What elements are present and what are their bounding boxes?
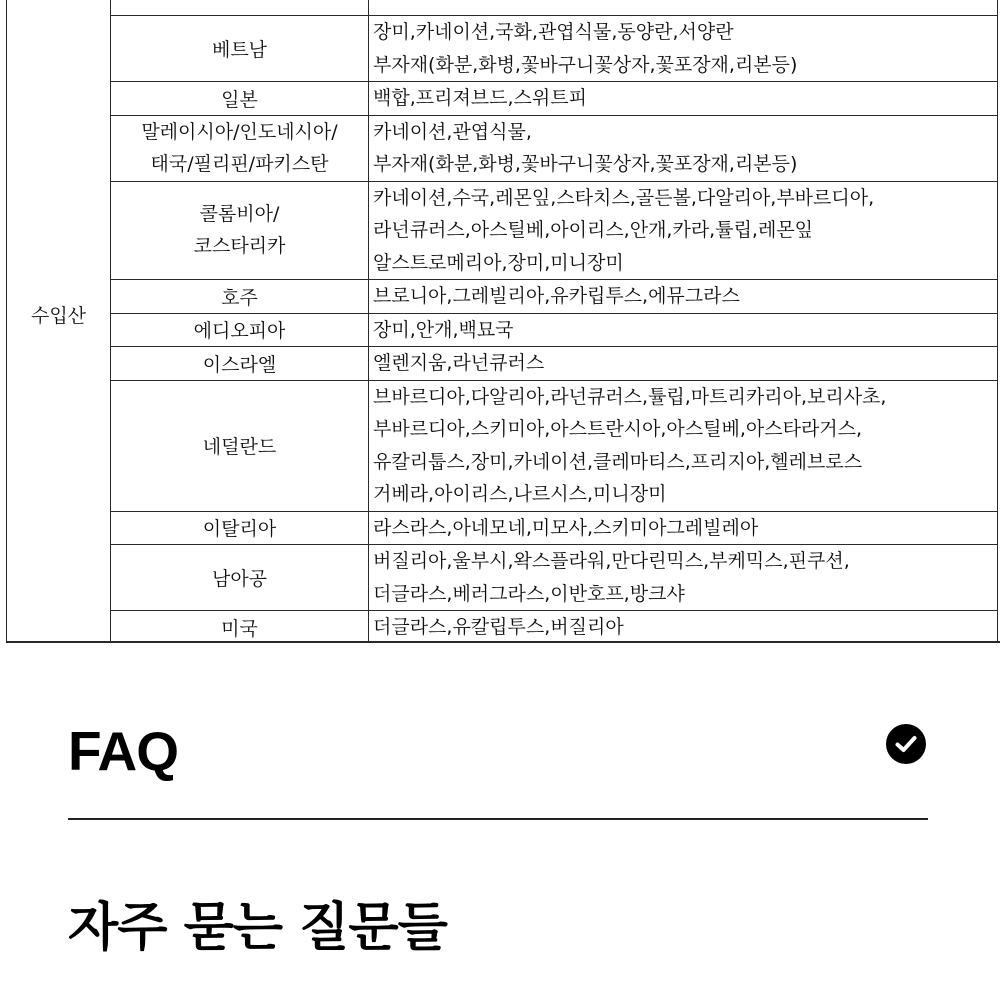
country-label: 이스라엘 xyxy=(202,353,277,376)
country-label: 남아공 xyxy=(211,568,268,590)
country-label-line: 코스타리카 xyxy=(193,235,286,258)
table-row xyxy=(7,82,998,116)
items-line: 부자재(화분,화병,꽃바구니꽃상자,꽃포장재,리본등) xyxy=(373,53,798,76)
items-line: 라넌큐러스,아스틸베,아이리스,안개,카라,튤립,레몬잎 xyxy=(373,219,814,241)
country-cell xyxy=(111,347,369,381)
items-cell xyxy=(369,82,998,116)
country-cell xyxy=(111,16,369,82)
table-row xyxy=(7,511,998,545)
items-line: 카네이션,관엽식물, xyxy=(373,120,532,143)
items-cell xyxy=(369,611,998,644)
country-cell xyxy=(111,511,369,545)
divider xyxy=(68,818,928,820)
items-line xyxy=(373,0,997,1)
items-cell xyxy=(369,511,998,545)
items-cell xyxy=(369,545,998,611)
country-cell xyxy=(111,115,369,181)
country-cell xyxy=(111,82,369,116)
items-cell xyxy=(369,380,998,511)
table-row xyxy=(7,313,998,347)
items-line: 라스라스,아네모네,미모사,스키미아그레빌레아 xyxy=(373,516,759,539)
items-cell xyxy=(369,347,998,381)
items-cell xyxy=(369,181,998,280)
country-cell xyxy=(111,313,369,347)
table-row xyxy=(7,545,998,611)
table-row xyxy=(7,380,998,511)
items-line: 엘렌지움,라넌큐러스 xyxy=(373,352,545,374)
items-line: 브로니아,그레빌리아,유카립투스,에뮤그라스 xyxy=(373,285,740,307)
check-circle-icon[interactable] xyxy=(886,724,926,764)
country-cell xyxy=(111,0,369,16)
table-bottom-border xyxy=(6,641,1000,643)
items-line: 거베라,아이리스,나르시스,미니장미 xyxy=(373,483,667,505)
country-label: 에디오피아 xyxy=(193,320,286,343)
country-label: 베트남 xyxy=(211,39,268,61)
category-cell xyxy=(7,0,111,643)
country-label-line: 태국/필리핀/파키스탄 xyxy=(150,153,329,175)
country-cell xyxy=(111,380,369,511)
items-line: 버질리아,울부시,왁스플라워,만다린믹스,부케믹스,핀쿠션, xyxy=(373,550,850,572)
country-label-line: 콜롬비아/ xyxy=(199,202,280,225)
country-label: 일본 xyxy=(221,88,258,111)
items-cell xyxy=(369,0,998,16)
items-line: 부바르디아,스키미아,아스트란시아,아스틸베,아스타라거스, xyxy=(373,418,863,440)
check-mark-icon xyxy=(895,735,917,753)
items-line: 더글라스,유칼립투스,버질리아 xyxy=(373,616,624,638)
items-line: 장미,카네이션,국화,관엽식물,동양란,서양란 xyxy=(373,21,734,43)
items-line: 알스트로메리아,장미,미니장미 xyxy=(373,251,624,274)
items-line: 장미,안개,백묘국 xyxy=(373,318,514,341)
items-cell xyxy=(369,280,998,314)
country-label: 미국 xyxy=(221,617,258,640)
items-line: 유칼리툽스,장미,카네이션,클레마티스,프리지아,헬레브로스 xyxy=(373,450,863,473)
country-cell xyxy=(111,280,369,314)
country-label: 네덜란드 xyxy=(202,436,277,458)
import-origin-table xyxy=(6,0,998,643)
faq-subtitle: 자주 묻는 질문들 xyxy=(68,898,447,958)
faq-heading: FAQ xyxy=(68,720,179,782)
country-label: 이탈리아 xyxy=(202,518,277,541)
country-cell xyxy=(111,611,369,644)
country-cell xyxy=(111,181,369,280)
country-cell xyxy=(111,545,369,611)
items-line: 더글라스,베러그라스,이반호프,방크샤 xyxy=(373,582,685,605)
category-label: 수입산 xyxy=(30,304,87,327)
country-label: 호주 xyxy=(221,286,258,309)
items-line: 백합,프리져브드,스위트피 xyxy=(373,87,587,109)
table-row xyxy=(7,347,998,381)
table-row xyxy=(7,16,998,82)
table-row xyxy=(7,611,998,644)
items-cell xyxy=(369,16,998,82)
table-row xyxy=(7,115,998,181)
country-label-line: 말레이시아/인도네시아/ xyxy=(141,120,338,143)
table-row xyxy=(7,181,998,280)
items-cell xyxy=(369,313,998,347)
table-row xyxy=(7,0,998,16)
items-line: 카네이션,수국,레몬잎,스타치스,골든볼,다알리아,부바르디아, xyxy=(373,186,875,209)
table-row xyxy=(7,280,998,314)
items-cell xyxy=(369,115,998,181)
items-line: 브바르디아,다알리아,라넌큐러스,튤립,마트리카리아,보리사초, xyxy=(373,385,887,408)
items-line: 부자재(화분,화병,꽃바구니꽃상자,꽃포장재,리본등) xyxy=(373,153,798,175)
